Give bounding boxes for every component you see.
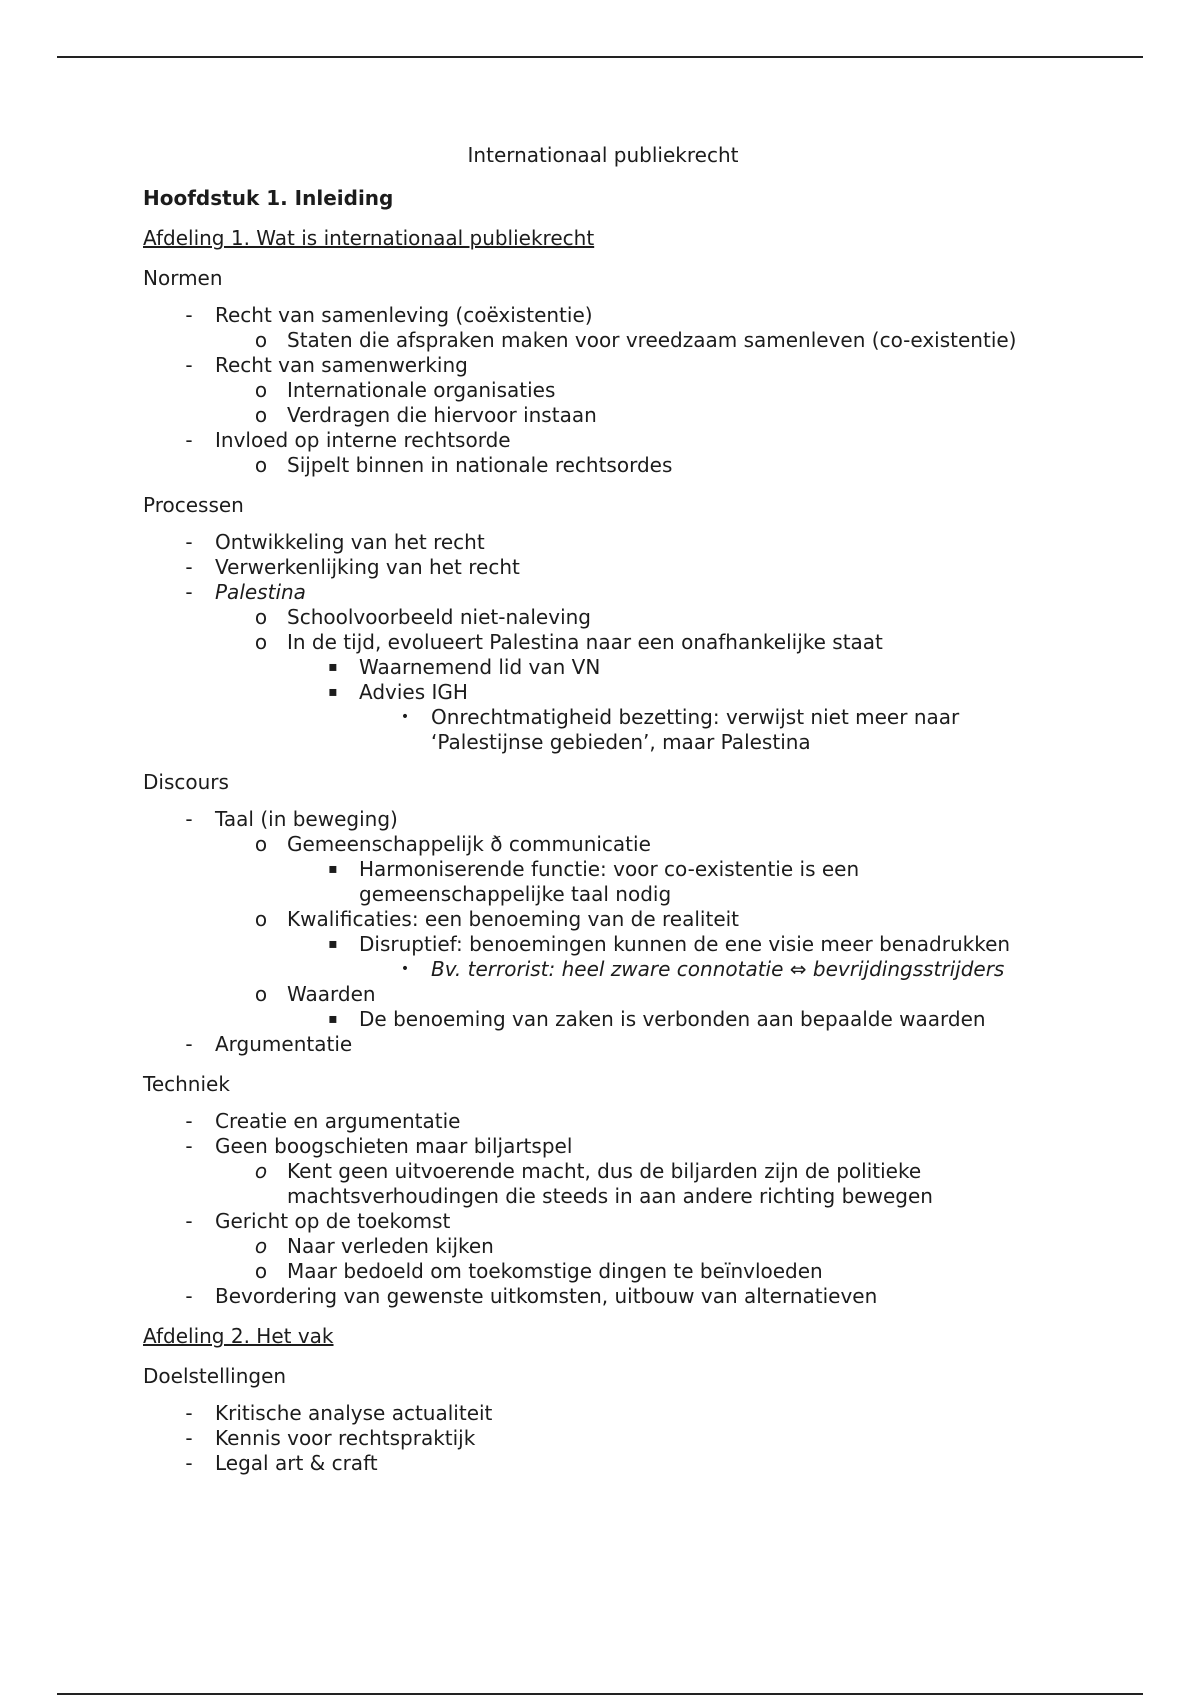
list-item-text: Disruptief: benoemingen kunnen de ene visie meer benadrukken	[359, 932, 1011, 956]
bullet-list	[143, 530, 1063, 755]
list-item-text: Gemeenschappelijk ð communicatie	[287, 832, 651, 856]
list-item	[215, 907, 1063, 982]
list-item	[215, 453, 1063, 478]
list-item	[143, 1109, 1063, 1134]
circle-bullet: o	[254, 1159, 268, 1183]
list-item	[143, 1134, 1063, 1209]
section-heading: Afdeling 2. Het vak	[143, 1324, 334, 1348]
circle-bullet: o	[254, 832, 268, 856]
list-item	[143, 1426, 1063, 1451]
dot-bullet: •	[400, 961, 410, 977]
list-item-text: Geen boogschieten maar biljartspel	[215, 1134, 573, 1158]
list-item	[215, 328, 1063, 353]
list-item	[215, 1234, 1063, 1259]
list-item-text: Legal art & craft	[215, 1451, 378, 1475]
dash-bullet: -	[185, 530, 193, 554]
dot-bullet: •	[400, 709, 410, 725]
subsection-heading: Processen	[143, 493, 244, 517]
document-title: Internationaal publiekrecht	[467, 143, 739, 167]
list-item-text: Kennis voor rechtspraktijk	[215, 1426, 476, 1450]
dash-bullet: -	[185, 1209, 193, 1233]
chapter-heading: Hoofdstuk 1. Inleiding	[143, 186, 394, 210]
list-item-text: Schoolvoorbeeld niet-naleving	[287, 605, 591, 629]
list-item	[215, 1159, 1063, 1209]
dash-bullet: -	[185, 1109, 193, 1133]
circle-bullet: o	[254, 378, 268, 402]
circle-bullet: o	[254, 1259, 268, 1283]
dash-bullet: -	[185, 1032, 193, 1056]
square-bullet: ▪	[328, 684, 338, 700]
bullet-list	[143, 303, 1063, 478]
subsection-heading: Techniek	[143, 1072, 230, 1096]
list-item	[215, 832, 1063, 907]
circle-bullet: o	[254, 403, 268, 427]
list-item	[359, 957, 1063, 982]
list-item	[143, 1209, 1063, 1284]
list-item-text: Argumentatie	[215, 1032, 353, 1056]
sub-list	[287, 655, 1063, 755]
dash-bullet: -	[185, 1401, 193, 1425]
sub-list	[215, 1159, 1063, 1209]
dash-bullet: -	[185, 580, 193, 604]
list-item-text: Advies IGH	[359, 680, 468, 704]
list-item	[143, 1451, 1063, 1476]
dash-bullet: -	[185, 555, 193, 579]
sub-list	[215, 605, 1063, 755]
list-item	[215, 378, 1063, 403]
list-item-text: Recht van samenwerking	[215, 353, 468, 377]
sub-list	[287, 857, 1063, 907]
list-item	[143, 353, 1063, 428]
list-item	[287, 932, 1063, 982]
list-item-text: Bv. terrorist: heel zware connotatie ⇔ bevrijdingsstrijders	[431, 957, 1005, 981]
top-rule	[57, 56, 1143, 58]
square-bullet: ▪	[328, 861, 338, 877]
list-item-text: Invloed op interne rechtsorde	[215, 428, 511, 452]
list-item-text: Ontwikkeling van het recht	[215, 530, 485, 554]
dash-bullet: -	[185, 303, 193, 327]
sub-list	[359, 957, 1063, 982]
circle-bullet: o	[254, 907, 268, 931]
list-item	[143, 1284, 1063, 1309]
circle-bullet: o	[254, 982, 268, 1006]
list-item-text: Bevordering van gewenste uitkomsten, uitbouw van alternatieven	[215, 1284, 878, 1308]
list-item-text: Waarnemend lid van VN	[359, 655, 601, 679]
list-item	[143, 303, 1063, 353]
sub-list	[215, 453, 1063, 478]
list-item-text: De benoeming van zaken is verbonden aan bepaalde waarden	[359, 1007, 986, 1031]
bullet-list	[143, 807, 1063, 1057]
list-item	[215, 982, 1063, 1032]
list-item	[287, 680, 1063, 755]
list-item	[143, 1032, 1063, 1057]
list-item	[143, 807, 1063, 1032]
list-item-text: Taal (in beweging)	[215, 807, 398, 831]
circle-bullet: o	[254, 328, 268, 352]
circle-bullet: o	[254, 605, 268, 629]
list-item-text: Verdragen die hiervoor instaan	[287, 403, 597, 427]
list-item	[143, 580, 1063, 755]
list-item-text: Sijpelt binnen in nationale rechtsordes	[287, 453, 673, 477]
list-item	[143, 530, 1063, 555]
list-item-text: Harmoniserende functie: voor co-existentie is een gemeenschappelijke taal nodig	[359, 857, 860, 906]
subsection-heading: Doelstellingen	[143, 1364, 287, 1388]
list-item	[359, 705, 1063, 755]
list-item-text: Kritische analyse actualiteit	[215, 1401, 493, 1425]
list-item	[143, 428, 1063, 478]
dash-bullet: -	[185, 1134, 193, 1158]
sub-list	[287, 1007, 1063, 1032]
list-item-text: Naar verleden kijken	[287, 1234, 494, 1258]
list-item	[287, 655, 1063, 680]
list-item-text: Recht van samenleving (coëxistentie)	[215, 303, 593, 327]
list-item	[143, 555, 1063, 580]
dash-bullet: -	[185, 807, 193, 831]
list-item	[143, 1401, 1063, 1426]
list-item-text: Waarden	[287, 982, 376, 1006]
list-item-text: Kent geen uitvoerende macht, dus de biljarden zijn de politieke machtsverhoudingen die steeds in aan andere richting bewegen	[287, 1159, 933, 1208]
list-item	[215, 605, 1063, 630]
square-bullet: ▪	[328, 1011, 338, 1027]
list-item	[287, 1007, 1063, 1032]
bottom-rule	[57, 1693, 1143, 1695]
bullet-list	[143, 1401, 1063, 1476]
list-item-text: Creatie en argumentatie	[215, 1109, 461, 1133]
document-body	[143, 140, 1063, 1488]
list-item	[215, 403, 1063, 428]
list-item-text: Verwerkenlijking van het recht	[215, 555, 520, 579]
list-item	[215, 1259, 1063, 1284]
circle-bullet: o	[254, 1234, 268, 1258]
sub-list	[215, 378, 1063, 428]
dash-bullet: -	[185, 1451, 193, 1475]
list-item-text: Onrechtmatigheid bezetting: verwijst niet meer naar ‘Palestijnse gebieden’, maar Palestina	[431, 705, 960, 754]
list-item-text: In de tijd, evolueert Palestina naar een onafhankelijke staat	[287, 630, 883, 654]
dash-bullet: -	[185, 1426, 193, 1450]
bullet-list	[143, 1109, 1063, 1309]
sub-list	[359, 705, 1063, 755]
list-item	[215, 630, 1063, 755]
subsection-heading: Normen	[143, 266, 223, 290]
list-item-text: Staten die afspraken maken voor vreedzaam samenleven (co-existentie)	[287, 328, 1017, 352]
sub-list	[287, 932, 1063, 982]
list-item-text: Maar bedoeld om toekomstige dingen te beïnvloeden	[287, 1259, 823, 1283]
sub-list	[215, 328, 1063, 353]
list-item-text: Palestina	[215, 580, 306, 604]
list-item	[287, 857, 1063, 907]
square-bullet: ▪	[328, 936, 338, 952]
dash-bullet: -	[185, 428, 193, 452]
dash-bullet: -	[185, 353, 193, 377]
square-bullet: ▪	[328, 659, 338, 675]
list-item-text: Internationale organisaties	[287, 378, 556, 402]
sub-list	[215, 1234, 1063, 1284]
sub-list	[215, 832, 1063, 1032]
dash-bullet: -	[185, 1284, 193, 1308]
section-heading: Afdeling 1. Wat is internationaal publiekrecht	[143, 226, 595, 250]
circle-bullet: o	[254, 630, 268, 654]
circle-bullet: o	[254, 453, 268, 477]
list-item-text: Gericht op de toekomst	[215, 1209, 451, 1233]
list-item-text: Kwalificaties: een benoeming van de realiteit	[287, 907, 740, 931]
subsection-heading: Discours	[143, 770, 229, 794]
